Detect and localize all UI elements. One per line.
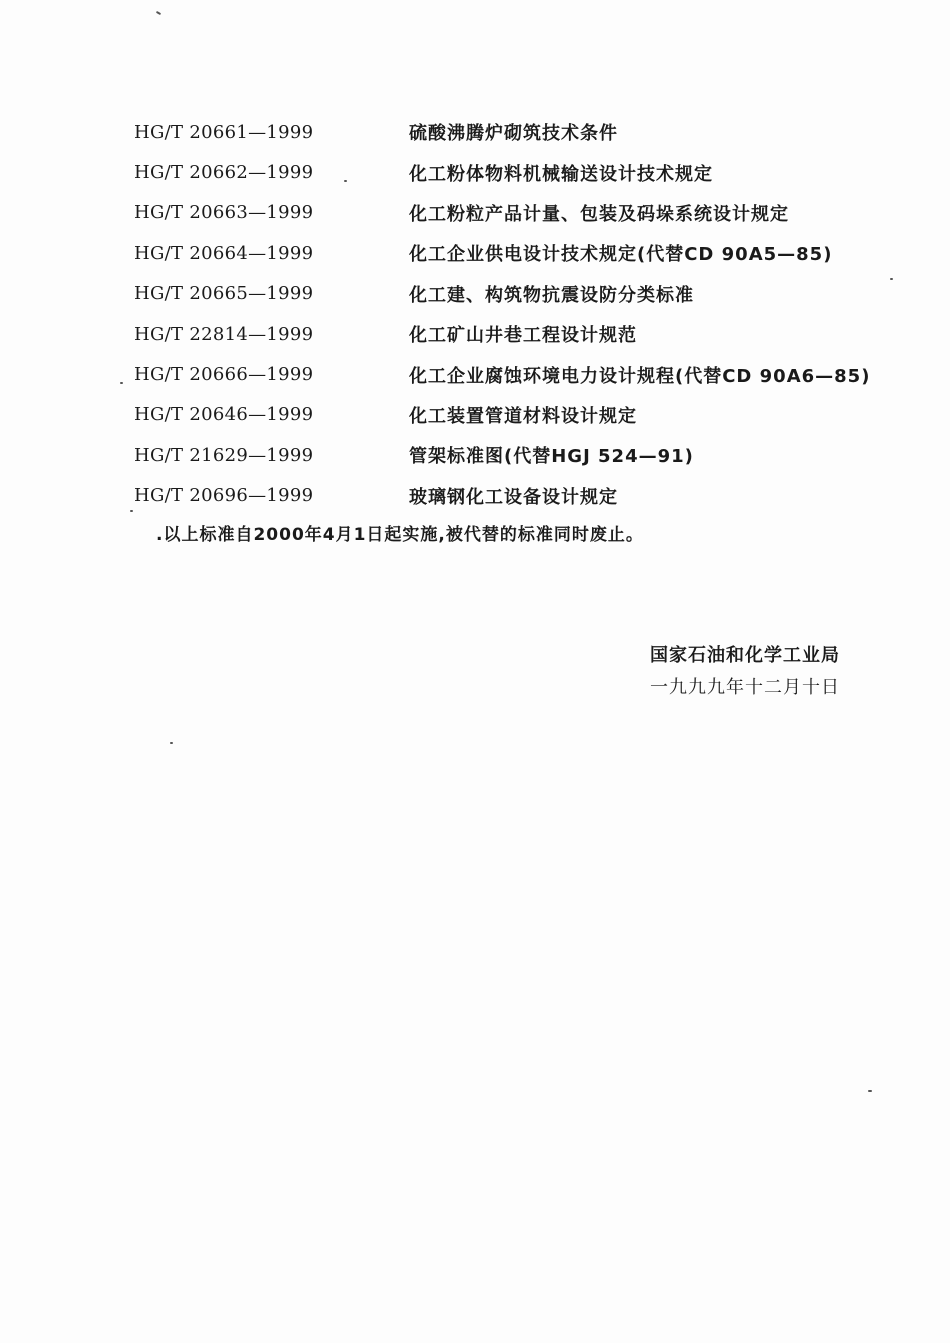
- standard-code: HG/T 20661—1999: [134, 121, 314, 143]
- standard-code: HG/T 20664—1999: [134, 242, 314, 264]
- scan-speck: [344, 180, 347, 182]
- standard-code: HG/T 20696—1999: [134, 485, 314, 507]
- effective-date-notice: .以上标准自2000年4月1日起实施,被代替的标准同时废止。: [156, 525, 644, 545]
- standard-row: [134, 193, 914, 233]
- scan-speck: [868, 1090, 872, 1092]
- scan-speck: [156, 11, 161, 15]
- scan-speck: [170, 742, 173, 744]
- standard-code: HG/T 21629—1999: [134, 444, 314, 466]
- standard-title: 化工矿山井巷工程设计规范: [409, 325, 637, 347]
- standard-row: [134, 314, 914, 354]
- standard-title: 玻璃钢化工设备设计规定: [409, 486, 618, 508]
- scan-speck: [120, 382, 123, 384]
- standard-title: 化工装置管道材料设计规定: [409, 405, 637, 427]
- standard-row: [134, 476, 914, 516]
- standard-code: HG/T 20663—1999: [134, 202, 314, 224]
- issuer-name: 国家石油和化学工业局: [650, 645, 840, 666]
- standard-code: HG/T 20666—1999: [134, 364, 314, 386]
- scan-speck: [890, 278, 893, 280]
- scan-speck: [130, 510, 133, 512]
- standard-row: [134, 354, 914, 394]
- standard-title: 硫酸沸腾炉砌筑技术条件: [409, 123, 618, 145]
- standard-title: 化工企业供电设计技术规定(代替CD 90A5—85): [409, 244, 833, 266]
- standard-title: 管架标准图(代替HGJ 524—91): [409, 446, 694, 468]
- standard-title: 化工粉体物料机械输送设计技术规定: [409, 163, 713, 185]
- standard-code: HG/T 22814—1999: [134, 323, 314, 345]
- standard-title: 化工粉粒产品计量、包装及码垛系统设计规定: [409, 203, 789, 225]
- standard-code: HG/T 20646—1999: [134, 404, 314, 426]
- standard-code: HG/T 20662—1999: [134, 162, 314, 184]
- standard-title: 化工建、构筑物抗震设防分类标准: [409, 284, 694, 306]
- standard-row: [134, 112, 914, 152]
- standard-title: 化工企业腐蚀环境电力设计规程(代替CD 90A6—85): [409, 365, 871, 387]
- standard-row: [134, 435, 914, 475]
- standard-row: [134, 233, 914, 273]
- standard-row: [134, 274, 914, 314]
- standards-list: [134, 112, 914, 516]
- standard-row: [134, 395, 914, 435]
- standard-row: [134, 152, 914, 192]
- standard-code: HG/T 20665—1999: [134, 283, 314, 305]
- issue-date: 一九九九年十二月十日: [650, 677, 840, 698]
- signature-block: [650, 640, 840, 704]
